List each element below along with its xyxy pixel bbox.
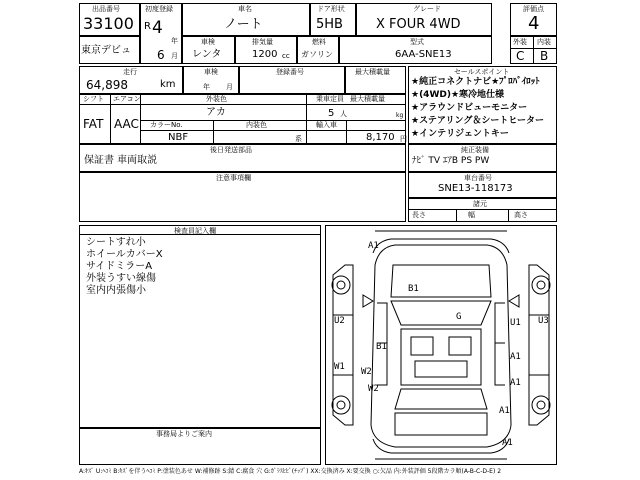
month-unit: 月 — [171, 52, 178, 60]
disp-unit: cc — [282, 52, 290, 60]
office-label: 事務局よりご案内 — [156, 430, 212, 438]
capacity-label: 最大積載量 — [355, 68, 390, 76]
reg-no-cell — [239, 66, 345, 94]
load-label: 最大積載量 — [350, 95, 385, 103]
colorno-label: カラーNo. — [150, 121, 183, 129]
chassis-number: SNE13-118173 — [438, 183, 513, 194]
damage-mark: U3 — [538, 316, 549, 326]
damage-mark: B1 — [408, 284, 419, 294]
insp-month-unit: 月 — [226, 83, 233, 91]
seat-label: 乗車定員 — [316, 95, 344, 103]
damage-mark: W2 — [361, 367, 372, 377]
first-reg-month: 6 — [157, 48, 165, 62]
door-type: 5HB — [316, 17, 343, 32]
length-label: 長さ — [412, 211, 426, 219]
ext-label: 外装 — [513, 38, 527, 46]
inspection-line: シートすれ小 — [86, 237, 146, 248]
sales-point-line: ★純正コネクトナビ★ﾌﾟﾛﾊﾟｲﾛｯﾄ — [411, 77, 540, 87]
notes-label: 注意事項欄 — [216, 174, 251, 182]
shift: FAT — [83, 117, 104, 131]
seats-unit: 人 — [340, 110, 347, 118]
score-label: 評価点 — [523, 5, 544, 13]
ac: AAC — [114, 117, 139, 131]
era-letter: R — [144, 21, 151, 32]
import-label: 輸入車 — [316, 121, 337, 129]
chassis-label: 車台番号 — [464, 174, 492, 182]
inspection-date-label: 車検 — [204, 68, 218, 76]
car-name-label: 車名 — [238, 5, 252, 13]
insp-year-unit: 年 — [203, 83, 210, 91]
price-unit: 円 — [400, 135, 407, 143]
damage-mark: A1 — [510, 352, 521, 362]
width-label: 幅 — [468, 211, 475, 219]
displacement: 1200 — [252, 49, 278, 60]
extra-parts-label: 後日発送部品 — [210, 146, 252, 154]
damage-mark: A1 — [510, 378, 521, 388]
damage-mark: U2 — [334, 316, 345, 326]
notes-cell — [79, 172, 406, 222]
capacity-cell — [345, 66, 406, 94]
lot-number: 33100 — [83, 14, 134, 33]
damage-mark: A1 — [502, 438, 513, 448]
int-label: 内装 — [537, 38, 551, 46]
damage-mark: W1 — [334, 362, 345, 372]
price: 8,170 — [366, 132, 395, 143]
score: 4 — [528, 13, 540, 34]
sales-point-line: ★ステアリング＆シートヒーター — [411, 116, 544, 126]
color-label: 外装色 — [206, 95, 227, 103]
car-name: ノート — [224, 17, 263, 32]
shaken: レンタ — [192, 49, 222, 60]
genuine-equipment: ﾅﾋﾞ TV ｴｱB PS PW — [412, 156, 490, 166]
damage-mark: A1 — [368, 241, 379, 251]
lot-label: 出品番号 — [92, 5, 120, 13]
sales-point-label: セールスポイント — [454, 68, 510, 76]
inspection-line: サイドミラーA — [86, 261, 153, 272]
inspection-notes-label: 検査員記入欄 — [174, 227, 216, 235]
car-diagram — [325, 225, 557, 465]
color-no: NBF — [168, 132, 189, 143]
fuel-label: 燃料 — [312, 38, 326, 46]
dimensions-cell — [408, 198, 557, 222]
int-grade: B — [540, 49, 549, 63]
inspection-line: 外装うすい線傷 — [86, 273, 156, 284]
fuel: ガソリン — [301, 50, 333, 59]
office-cell — [79, 428, 321, 465]
first-reg-year: 4 — [152, 18, 163, 38]
genuine-label: 純正装備 — [461, 146, 489, 154]
sales-point-line: ★インテリジェントキー — [411, 129, 509, 139]
shaken-label: 車検 — [201, 38, 215, 46]
year-unit: 年 — [171, 37, 178, 45]
debut-label: 東京デビュ — [81, 45, 131, 56]
damage-legend: A:ｷｽﾞ U:ﾍｺﾐ B:ｷｽﾞを伴うﾍｺﾐ P:塗装色あせ W:補修跡 S:錆 C:腐食 穴 G:ｶﾞﾗｽﾋﾋﾞ(ﾁｯﾌﾟ) XX:交換済み X:要交換 ○:欠品 内:外装評価 5段階カラ順(A-B-C-D-E) 2 — [79, 468, 502, 475]
damage-mark: U1 — [510, 318, 521, 328]
model: 6AA-SNE13 — [395, 49, 452, 60]
disp-label: 排気量 — [252, 38, 273, 46]
extra-parts: 保証書 車両取説 — [84, 155, 158, 166]
intcolor-suffix: 系 — [295, 135, 302, 143]
damage-mark: B1 — [376, 342, 387, 352]
inspection-line: 室内内張傷小 — [86, 285, 146, 296]
damage-mark: G — [456, 312, 462, 322]
load-unit: kg — [396, 112, 404, 119]
seats: 5 — [328, 108, 335, 119]
sales-point-line: ★(4WD)★寒冷地仕様 — [411, 90, 505, 100]
reg-no-label: 登録番号 — [276, 68, 304, 76]
door-label: ドア形状 — [317, 5, 345, 13]
dimensions-label: 諸元 — [473, 200, 487, 208]
mileage: 64,898 — [86, 78, 128, 92]
intcolor-label: 内装色 — [246, 121, 267, 129]
color: アカ — [206, 107, 226, 118]
shift-label: シフト — [83, 95, 104, 103]
damage-mark: W2 — [368, 384, 379, 394]
grade: X FOUR 4WD — [376, 17, 461, 32]
height-label: 高さ — [514, 211, 528, 219]
sales-point-line: ★アラウンドビューモニター — [411, 103, 528, 113]
mileage-label: 走行 — [123, 68, 137, 76]
damage-mark: A1 — [499, 406, 510, 416]
inspection-line: ホイールカバーX — [86, 249, 163, 260]
first-reg-label: 初度登録 — [145, 5, 173, 13]
ac-label: エアコン — [113, 95, 141, 103]
mileage-unit: km — [160, 79, 176, 90]
model-label: 型式 — [410, 38, 424, 46]
grade-label: グレード — [413, 5, 441, 13]
ext-grade: C — [516, 49, 525, 63]
